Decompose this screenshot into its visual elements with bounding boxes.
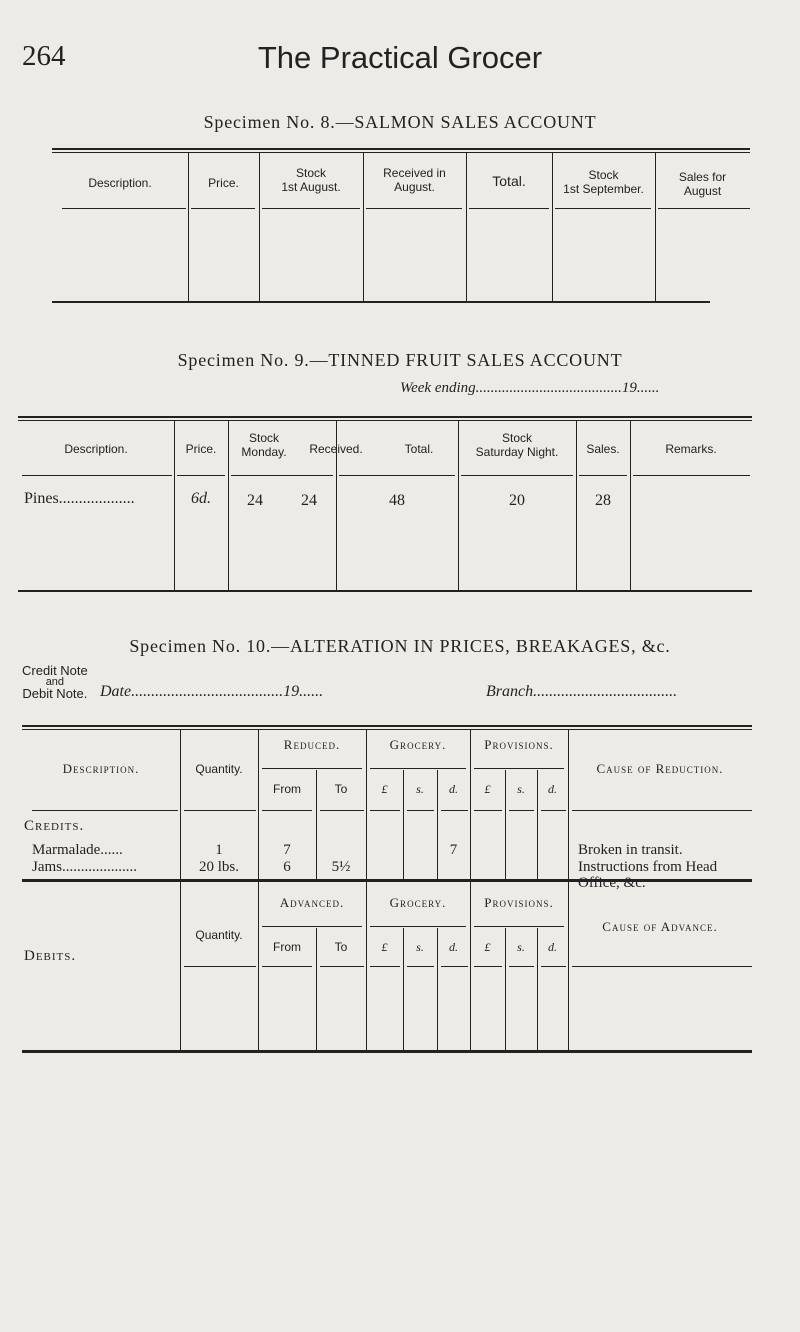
specimen10-title: Specimen No. 10.—ALTERATION IN PRICES, BREAKAGES, &c.: [129, 636, 671, 656]
col-to: To: [334, 782, 348, 796]
col-provisions: Provisions.: [484, 737, 554, 752]
provisions-pence: d.: [548, 940, 557, 954]
col-stock-1st-august: Stock 1st August.: [281, 166, 341, 194]
col-received-in-august: Received in August.: [383, 166, 446, 194]
row-description: Marmalade......: [32, 842, 123, 858]
col-to: To: [334, 940, 348, 954]
row-to: 5½: [331, 859, 351, 875]
row-received: 24: [301, 492, 317, 509]
col-description: Description.: [88, 176, 152, 190]
col-received: Received.: [309, 442, 363, 456]
col-remarks: Remarks.: [665, 442, 717, 456]
row-from: 6: [283, 859, 291, 875]
row-sales: 28: [595, 492, 611, 509]
col-stock-1st-september: Stock 1st September.: [563, 168, 644, 196]
row-stock-saturday: 20: [509, 492, 525, 509]
col-grocery: Grocery.: [389, 895, 447, 910]
col-from: From: [273, 940, 301, 954]
grocery-pence: d.: [449, 940, 458, 954]
grocery-shillings: s.: [416, 782, 424, 796]
specimen9-title: Specimen No. 9.—TINNED FRUIT SALES ACCOUNT: [177, 350, 623, 370]
row-quantity: 20 lbs.: [198, 859, 239, 875]
provisions-pence: d.: [548, 782, 557, 796]
grocery-pounds: £: [381, 940, 388, 954]
row-stock-monday: 24: [247, 492, 263, 509]
col-sales: Sales.: [586, 442, 620, 456]
col-cause-of-advance: Cause of Advance.: [602, 919, 718, 934]
col-total: Total.: [404, 442, 434, 456]
col-reduced: Reduced.: [283, 737, 341, 752]
col-price: Price.: [208, 176, 239, 190]
col-description: Description.: [62, 761, 140, 776]
credits-label: Credits.: [24, 818, 85, 834]
col-advanced: Advanced.: [279, 895, 345, 910]
date-line: Date......................................19......: [100, 683, 324, 700]
week-ending-line: Week ending.......................................19......: [400, 380, 660, 396]
row-total: 48: [389, 492, 405, 509]
running-head: The Practical Grocer: [257, 40, 543, 75]
col-quantity: Quantity.: [195, 762, 243, 776]
col-price: Price.: [185, 442, 217, 456]
row-price: 6d.: [191, 490, 211, 507]
col-description: Description.: [64, 442, 128, 456]
branch-line: Branch....................................: [486, 683, 678, 700]
col-stock-saturday-night: Stock Saturday Night.: [475, 431, 559, 459]
grocery-pence: d.: [449, 782, 458, 796]
row-cause: Instructions from Head Office, &c.: [578, 859, 718, 891]
col-provisions: Provisions.: [484, 895, 554, 910]
col-cause-of-reduction: Cause of Reduction.: [596, 761, 724, 776]
provisions-pounds: £: [484, 782, 491, 796]
grocery-pounds: £: [381, 782, 388, 796]
col-quantity: Quantity.: [195, 928, 243, 942]
row-quantity: 1: [215, 842, 223, 858]
col-from: From: [273, 782, 301, 796]
provisions-shillings: s.: [517, 940, 525, 954]
debits-label: Debits.: [24, 948, 77, 964]
note-type-label: Credit Note and Debit Note.: [22, 663, 88, 701]
col-grocery: Grocery.: [389, 737, 447, 752]
row-description: Pines...................: [24, 490, 135, 507]
col-total: Total.: [492, 173, 526, 189]
col-stock-monday: Stock Monday.: [241, 431, 287, 459]
provisions-shillings: s.: [517, 782, 525, 796]
specimen8-title: Specimen No. 8.—SALMON SALES ACCOUNT: [203, 112, 597, 132]
grocery-shillings: s.: [416, 940, 424, 954]
page-number: 264: [22, 40, 66, 72]
provisions-pounds: £: [484, 940, 491, 954]
row-grocery-pence: 7: [449, 842, 458, 858]
row-cause: Broken in transit.: [578, 842, 683, 858]
row-description: Jams....................: [32, 859, 137, 875]
row-from: 7: [283, 842, 291, 858]
col-sales-for-august: Sales for August: [678, 170, 727, 198]
